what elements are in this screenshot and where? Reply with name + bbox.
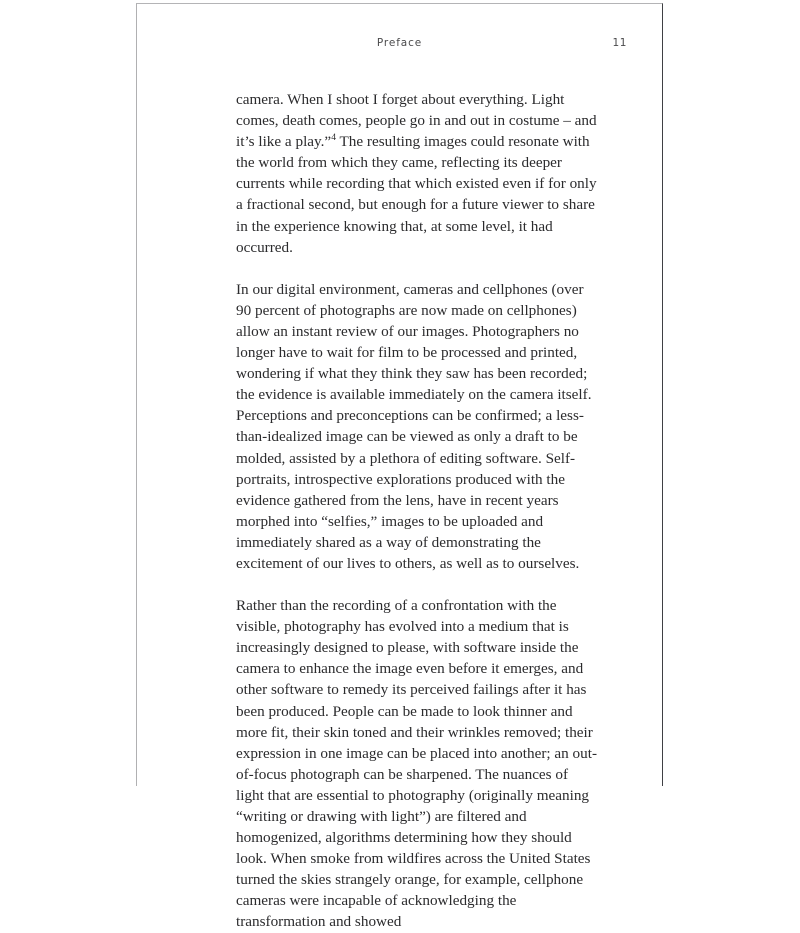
body-text-block: [236, 89, 598, 933]
paragraph: [236, 89, 598, 258]
paragraph: Rather than the recording of a confrontation with the visible, photography has evolved into a medium that is increasingly designed to please, with software inside the camera to enhance the image even before it emerges, and other software to remedy its perceived failings after it has been produced. People can be made to look thinner and more fit, their skin toned and their wrinkles removed; their expression in one image can be placed into another; an out-of-focus photograph can be sharpened. The nuances of light that are essential to photography (originally meaning “writing or drawing with light”) are filtered and homogenized, algorithms determining how they should look. When smoke from wildfires across the United States turned the skies strangely orange, for example, cellphone cameras were incapable of acknowledging the transformation and showed: [236, 597, 597, 931]
page-number: 11: [612, 37, 627, 49]
running-head-title: Preface: [376, 37, 423, 49]
paragraph-text-after-footnote: The resulting images could resonate with the world from which they came, reflecting its deeper currents while recording that which existed even if for only a fractional second, but enough for a future viewer to share in the experience knowing that, at some level, it had occurred.: [236, 133, 597, 256]
paragraph-text-before-footnote: camera. When I shoot I forget about everything. Light comes, death comes, people go in and out in costume – and it’s like a play.”: [236, 91, 597, 151]
book-page-sheet: [136, 3, 663, 931]
paragraph: In our digital environment, cameras and cellphones (over 90 percent of photographs are now made on cellphones) allow an instant review of our images. Photographers no longer have to wait for film to be processed and printed, wondering if what they think they saw has been recorded; the evidence is available immediately on the camera itself. Perceptions and preconceptions can be confirmed; a less-than-idealized image can be viewed as only a draft to be molded, assisted by a plethora of editing software. Self-portraits, introspective explorations produced with the evidence gathered from the lens, have in recent years morphed into “selfies,” images to be uploaded and immediately shared as a way of demonstrating the excitement of our lives to others, as well as to ourselves.: [236, 280, 592, 572]
footnote-marker: 4: [331, 132, 336, 144]
running-head: [137, 34, 662, 52]
